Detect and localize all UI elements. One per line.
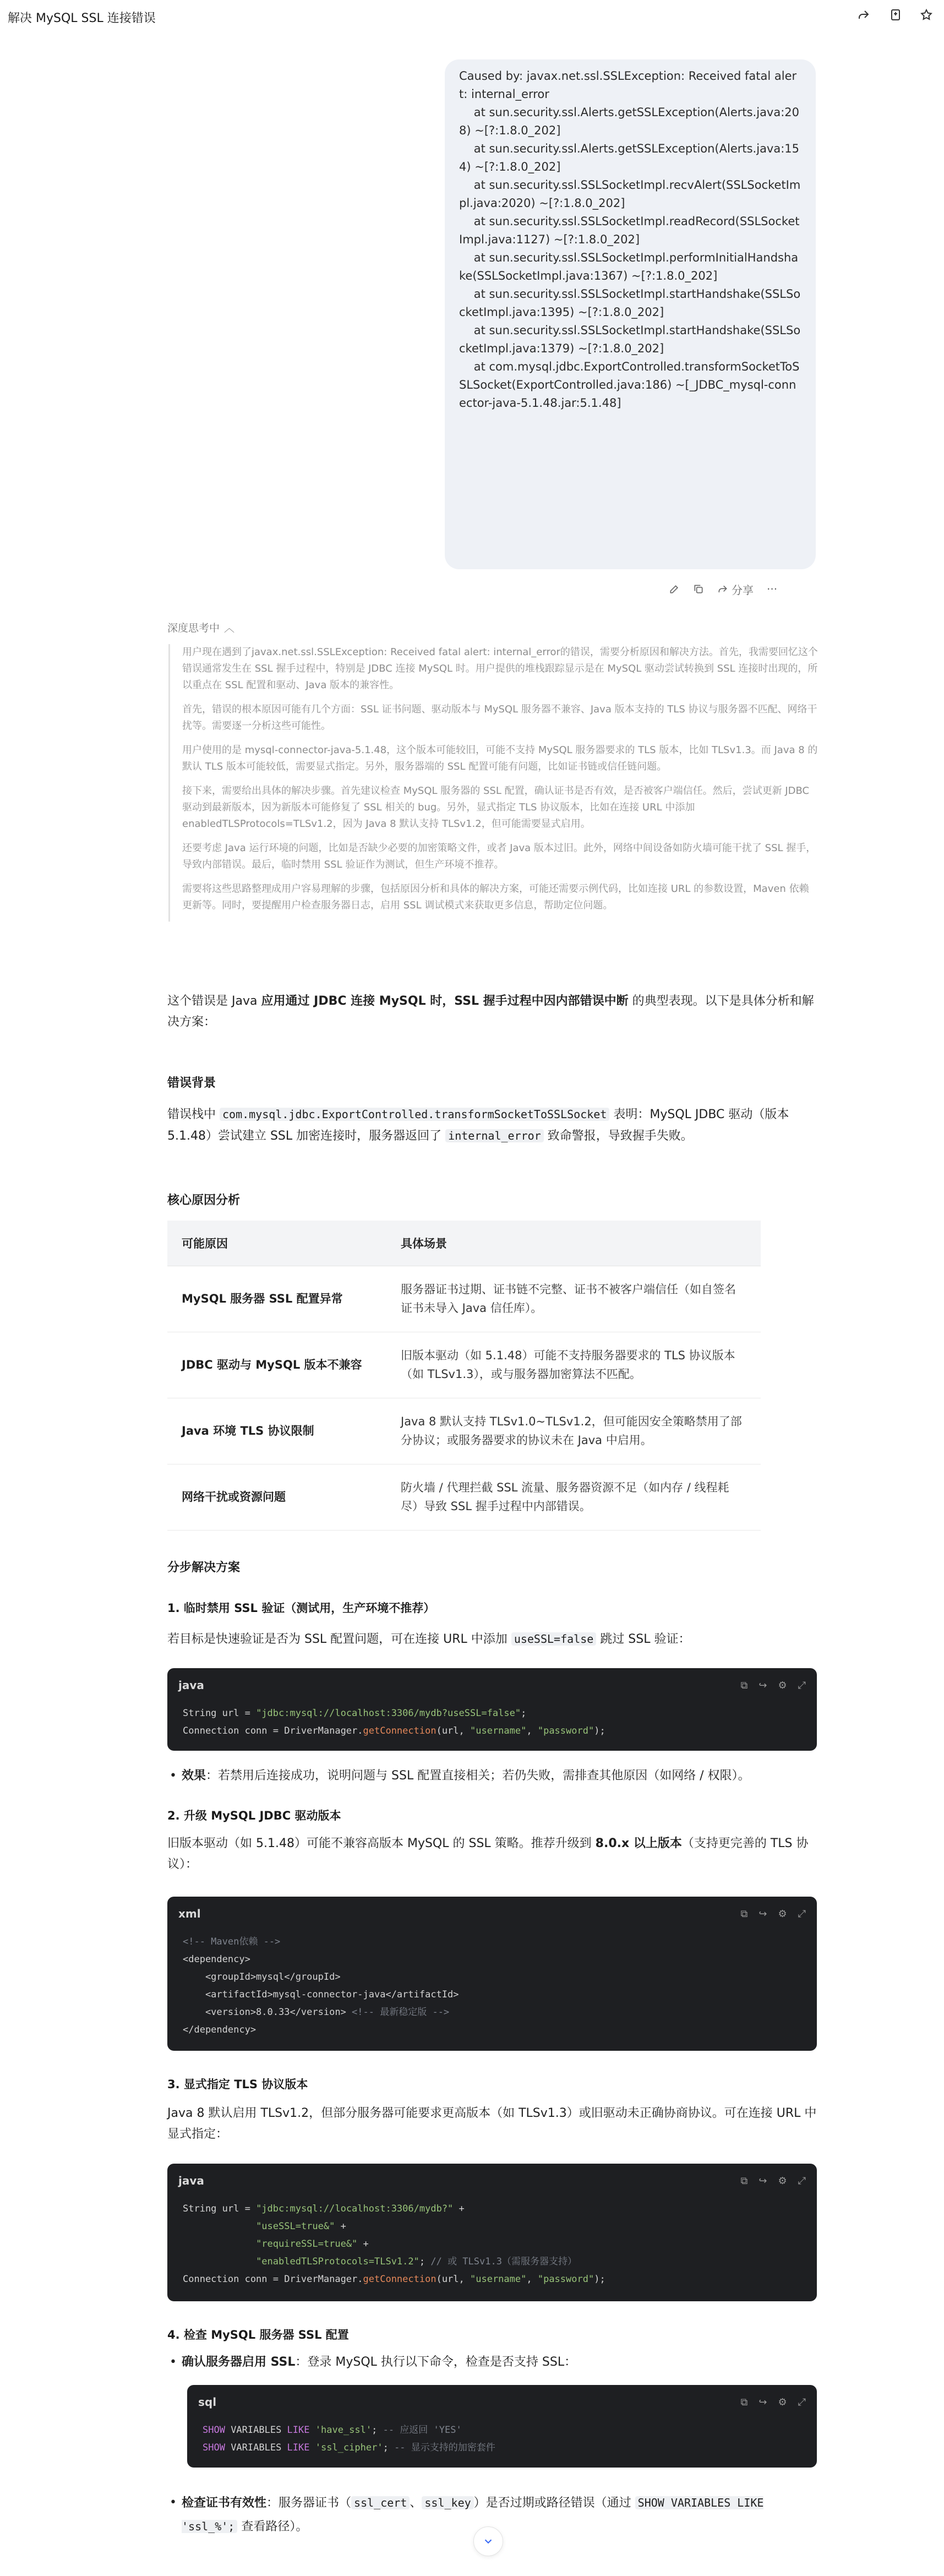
copy-icon[interactable]: ⧉: [740, 1908, 748, 1920]
step3-title: 3. 显式指定 TLS 协议版本: [167, 2078, 308, 2091]
copy-icon[interactable]: ⧉: [740, 2175, 748, 2187]
more-icon[interactable]: ···: [767, 582, 778, 596]
thinking-paragraph: 首先，错误的根本原因可能有几个方面：SSL 证书问题、驱动版本与 MySQL 服务器不兼容、Java 版本支持的 TLS 协议与服务器不匹配、网络干扰等。需要逐一分析这些可能性。: [182, 704, 817, 732]
expand-icon[interactable]: ⤢: [798, 2396, 806, 2408]
chevron-down-icon: [482, 2535, 494, 2547]
code-content: String url = "jdbc:mysql://localhost:3306/mydb?useSSL=false"; Connection conn = DriverManager.getConnection(url, "username", "password");: [183, 1708, 605, 1736]
code-header: [167, 1897, 817, 1931]
share-label: 分享: [732, 583, 754, 597]
s1-code: useSSL=false: [511, 1632, 597, 1646]
bg-text-c: 致命警报，导致握手失败。: [543, 1129, 693, 1143]
background-text: [167, 1104, 817, 1147]
bg-text-b: 表明：MySQL JDBC 驱动（版本 5.1.48）尝试建立 SSL 加密连接时，服务器返回了: [167, 1108, 789, 1143]
b2-label: 检查证书有效性: [182, 2496, 267, 2510]
intro-text: 这个错误是 Java: [167, 994, 261, 1008]
copy-icon[interactable]: ⧉: [740, 2396, 748, 2408]
table-cell: Java 8 默认支持 TLSv1.0~TLSv1.2，但可能因安全策略禁用了部分协议；或服务器要求的协议未在 Java 中启用。: [386, 1398, 761, 1464]
code-block-java-2: [167, 2164, 817, 2301]
table-header-row: [167, 1221, 761, 1266]
heading-causes: 核心原因分析: [167, 1194, 241, 1207]
s1-text-a: 若目标是快速验证是否为 SSL 配置问题，可在连接 URL 中添加: [167, 1632, 511, 1646]
expand-icon[interactable]: ⤢: [798, 1679, 806, 1691]
s1-text-b: 跳过 SSL 验证：: [596, 1632, 691, 1646]
thinking-paragraph: 用户使用的是 mysql-connector-java-5.1.48，这个版本可能较旧，可能不支持 MySQL 服务器要求的 TLS 版本，比如 TLSv1.3。而 Java 8 的默认 TLS 版本可能较低，需要显式指定。另外，服务器端的 SSL 配置可能有问题，比如证书链或信任链问题。: [182, 744, 818, 772]
table-cell: 旧版本驱动（如 5.1.48）可能不支持服务器要求的 TLS 协议版本（如 TLSv1.3），或与服务器加密算法不匹配。: [386, 1332, 761, 1398]
table-cell: MySQL 服务器 SSL 配置异常: [167, 1266, 386, 1332]
s2-text-a: 旧版本驱动（如 5.1.48）可能不兼容高版本 MySQL 的 SSL 策略。推荐升级到: [167, 1837, 596, 1850]
run-icon[interactable]: ↪: [759, 1908, 767, 1920]
step2-title: 2. 升级 MySQL JDBC 驱动版本: [167, 1809, 341, 1822]
stack-trace-line: at sun.security.ssl.Alerts.getSSLException(Alerts.java:208) ~[?:1.8.0_202]: [459, 106, 800, 137]
effect-text: ：若禁用后连接成功，说明问题与 SSL 配置直接相关；若仍失败，需排查其他原因（如网络 / 权限）。: [206, 1769, 750, 1783]
code-content: SHOW VARIABLES LIKE 'have_ssl'; -- 应返回 'YES' SHOW VARIABLES LIKE 'ssl_cipher'; -- 显示支持的加密套件: [203, 2425, 495, 2453]
stack-trace-line: at sun.security.ssl.Alerts.getSSLException(Alerts.java:154) ~[?:1.8.0_202]: [459, 142, 800, 173]
b2-code3: SHOW VARIABLES LIKE 'ssl_%';: [182, 2496, 764, 2533]
star-icon[interactable]: [917, 6, 936, 24]
stack-trace-line: at sun.security.ssl.SSLSocketImpl.recvAlert(SSLSocketImpl.java:2020) ~[?:1.8.0_202]: [459, 178, 801, 210]
code-content: <!-- Maven依赖 --> <dependency> <groupId>mysql</groupId> <artifactId>mysql-connector-java</artifactId> <version>8.0.33</version> <!-- 最新稳定版 --> </dependency>: [183, 1936, 459, 2035]
code-header: [167, 1668, 817, 1702]
step1-title: 1. 临时禁用 SSL 验证（测试用，生产环境不推荐）: [167, 1602, 435, 1615]
expand-icon[interactable]: ⤢: [798, 1908, 806, 1920]
bg-code: com.mysql.jdbc.ExportControlled.transformSocketToSSLSocket: [220, 1108, 609, 1121]
table-cell: Java 环境 TLS 协议限制: [167, 1398, 386, 1464]
b2-code1: ssl_cert: [351, 2496, 410, 2509]
effect-label: 效果: [182, 1769, 206, 1783]
b2-sep: 、: [410, 2496, 422, 2510]
b2-text-a: ：服务器证书（: [266, 2496, 352, 2510]
code-header: [187, 2385, 817, 2419]
b2-text-b: ）是否过期或路径错误（通过: [473, 2496, 635, 2510]
table-row: [167, 1464, 761, 1530]
b1-label: 确认服务器启用 SSL: [182, 2355, 296, 2369]
page-title: 解决 MySQL SSL 连接错误: [8, 12, 156, 25]
code-block-sql: [187, 2385, 817, 2468]
bookmark-icon[interactable]: [886, 6, 905, 24]
thinking-paragraph: 接下来，需要给出具体的解决步骤。首先建议检查 MySQL 服务器的 SSL 配置，确认证书是否有效，是否被客户端信任。然后，尝试更新 JDBC 驱动到最新版本，因为新版本可能修复了 SSL 相关的 bug。另外，显式指定 TLS 协议版本，比如在连接 URL 中添加enabledTLSProtocols=TLSv1.2，因为 Java 8 默认支持 TLSv1.2，但可能需要显式启用。: [182, 785, 810, 830]
code-block-xml: [167, 1897, 817, 2051]
stack-trace-line: at sun.security.ssl.SSLSocketImpl.startHandshake(SSLSocketImpl.java:1379) ~[?:1.8.0_202]: [459, 324, 801, 355]
thinking-paragraph: 需要将这些思路整理成用户容易理解的步骤，包括原因分析和具体的解决方案，可能还需要示例代码，比如连接 URL 的参数设置，Maven 依赖更新等。同时，要提醒用户检查服务器日志，启用 SSL 调试模式来获取更多信息，帮助定位问题。: [182, 883, 809, 911]
settings-icon[interactable]: ⚙: [778, 2175, 787, 2187]
copy-icon[interactable]: [693, 584, 704, 595]
code-lang: sql: [198, 2395, 217, 2409]
thinking-paragraph: 还要考虑 Java 运行环境的问题，比如是否缺少必要的加密策略文件，或者 Java 版本过旧。此外，网络中间设备如防火墙可能干扰了 SSL 握手，导致内部错误。最后，临时禁用 SSL 验证作为测试，但生产环境不推荐。: [182, 842, 816, 870]
intro-bold: 应用通过 JDBC 连接 MySQL 时，SSL 握手过程中因内部错误中断: [261, 994, 629, 1008]
code-lang: java: [178, 1679, 204, 1692]
b2-code2: ssl_key: [422, 2496, 473, 2509]
copy-icon[interactable]: ⧉: [740, 1679, 748, 1691]
step1-text: [167, 1629, 817, 1650]
thinking-header: 深度思考中: [167, 622, 220, 634]
step1-effect: [182, 1766, 815, 1787]
b1-text: ：登录 MySQL 执行以下命令，检查是否支持 SSL：: [295, 2355, 577, 2369]
thinking-paragraph: 用户现在遇到了javax.net.ssl.SSLException: Received fatal alert: internal_error的错误，需要分析原因和解决方法。首先，我需要回忆这个错误通常发生在 SSL 握手过程中，特别是 JDBC 连接 MySQL 时。用户提供的堆栈跟踪显示是在 MySQL 驱动尝试转换到 SSL 连接时出现的，所以重点在 SSL 配置和驱动、Java 版本的兼容性。: [182, 646, 818, 691]
message-actions: [669, 579, 777, 599]
bg-text-a: 错误栈中: [167, 1108, 220, 1121]
table-header: 可能原因: [167, 1221, 386, 1266]
table-cell: 网络干扰或资源问题: [167, 1464, 386, 1530]
run-icon[interactable]: ↪: [759, 2175, 767, 2187]
code-content: String url = "jdbc:mysql://localhost:3306/mydb?" + "useSSL=true&" + "requireSSL=true&" + "enabledTLSProtocols=TLSv1.2"; // 或 TLSv1.3（需服务器支持） Connection conn = DriverManager.getConnection(url, "username", "password");: [183, 2203, 605, 2285]
share-icon[interactable]: [854, 6, 873, 24]
step4-title: 4. 检查 MySQL 服务器 SSL 配置: [167, 2328, 349, 2341]
table-row: [167, 1398, 761, 1464]
table-cell: 防火墙 / 代理拦截 SSL 流量、服务器资源不足（如内存 / 线程耗尽）导致 SSL 握手过程中内部错误。: [386, 1464, 761, 1530]
step3-text: Java 8 默认启用 TLSv1.2，但部分服务器可能要求更高版本（如 TLSv1.3）或旧驱动未正确协商协议。可在连接 URL 中显式指定：: [167, 2106, 817, 2141]
stack-trace-line: at sun.security.ssl.SSLSocketImpl.startHandshake(SSLSocketImpl.java:1395) ~[?:1.8.0_202]: [459, 287, 801, 319]
stack-trace-line: at com.mysql.jdbc.ExportControlled.transformSocketToSSLSocket(ExportControlled.java:186) ~[_JDBC_mysql-connector-java-5.1.48.jar:5.1.48]: [459, 360, 800, 410]
bg-code2: internal_error: [445, 1129, 544, 1142]
intro-text-end: 的典型表现。以下是具体分析和解决方案：: [167, 994, 814, 1029]
top-bar: [0, 0, 944, 32]
heading-solutions: 分步解决方案: [167, 1561, 241, 1575]
causes-table: [167, 1221, 761, 1531]
b2-text-c: 查看路径）。: [237, 2520, 308, 2534]
table-row: [167, 1266, 761, 1332]
table-row: [167, 1332, 761, 1398]
stack-trace-line: at sun.security.ssl.SSLSocketImpl.readRecord(SSLSocketImpl.java:1127) ~[?:1.8.0_202]: [459, 215, 800, 246]
run-icon[interactable]: ↪: [759, 2396, 767, 2408]
table-header: 具体场景: [386, 1221, 761, 1266]
settings-icon[interactable]: ⚙: [778, 2396, 787, 2408]
table-cell: 服务器证书过期、证书链不完整、证书不被客户端信任（如自签名证书未导入 Java 信任库）。: [386, 1266, 761, 1332]
expand-icon[interactable]: ⤢: [798, 2175, 806, 2187]
code-lang: xml: [178, 1907, 201, 1920]
code-lang: java: [178, 2174, 204, 2187]
code-block-java-1: [167, 1668, 817, 1751]
settings-icon[interactable]: ⚙: [778, 1679, 787, 1691]
table-cell: JDBC 驱动与 MySQL 版本不兼容: [167, 1332, 386, 1398]
s2-text-b: （支持更完善的 TLS 协议）：: [167, 1837, 809, 1871]
edit-icon[interactable]: [669, 584, 680, 595]
thinking-content: [168, 644, 818, 922]
run-icon[interactable]: ↪: [759, 1679, 767, 1691]
share-button[interactable]: [717, 581, 754, 597]
heading-background: 错误背景: [167, 1076, 216, 1090]
stack-trace-line: at sun.security.ssl.SSLSocketImpl.performInitialHandshake(SSLSocketImpl.java:1367) ~[?:1.8.0_202]: [459, 251, 799, 282]
s2-bold: 8.0.x 以上版本: [595, 1837, 682, 1850]
answer-intro: [167, 991, 817, 1033]
thinking-toggle[interactable]: [167, 620, 234, 635]
chevron-up-icon: ︿: [224, 622, 235, 634]
step4-bullet-1: [182, 2352, 815, 2373]
step2-text: [167, 1833, 817, 1875]
user-message: [445, 59, 816, 569]
stack-trace-line: Caused by: javax.net.ssl.SSLException: Received fatal alert: internal_error: [459, 69, 797, 101]
settings-icon[interactable]: ⚙: [778, 1908, 787, 1920]
code-header: [167, 2164, 817, 2198]
scroll-down-button[interactable]: [473, 2526, 503, 2556]
